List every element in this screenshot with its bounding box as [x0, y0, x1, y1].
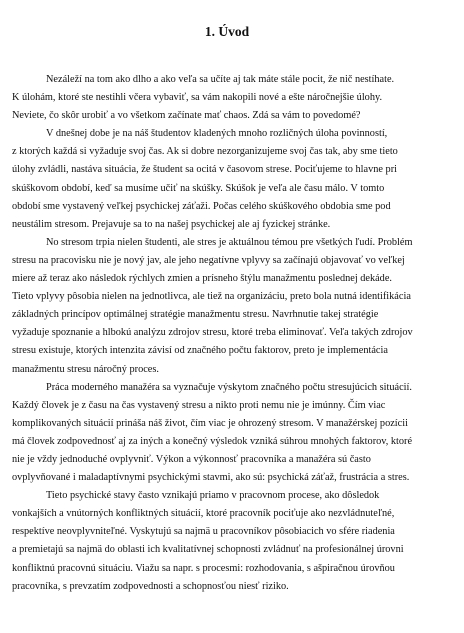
- text-line: stresu existuje, ktorých intenzita závisí od značného počtu faktorov, preto je implementácia: [12, 345, 388, 357]
- paragraph: [12, 71, 442, 125]
- text-line: No stresom trpia nielen študenti, ale stres je aktuálnou témou pre všetkých ľudí. Problém: [46, 236, 413, 248]
- text-line: Nezáleží na tom ako dlho a ako veľa sa učíte aj tak máte stále pocit, že nič nestíhate.: [46, 74, 395, 85]
- text-line: K úlohám, ktoré ste nestihli včera vybaviť, sa vám nakopili nové a ešte náročnejšie úlohy.: [12, 92, 383, 104]
- text-line: Práca moderného manažéra sa vyznačuje výskytom značného počtu stresujúcich situácií.: [46, 381, 412, 393]
- text-line: neustálim stresom. Prejavuje sa to na našej psychickej ale aj fyzickej stránke.: [12, 218, 331, 230]
- text-line: má človek zodpovednosť aj za iných a konečný výsledok vzniká súhrou mnohých faktorov, ktoré: [12, 435, 413, 447]
- paragraph: [12, 234, 442, 379]
- text-line: Tieto psychické stavy často vznikajú priamo v pracovnom procese, ako dôsledok: [46, 490, 380, 502]
- text-line: úlohy zvládli, nastáva situácia, že študent sa ocitá v časovom strese. Pociťujeme to hlavne pri: [12, 164, 397, 176]
- paragraph: [12, 125, 442, 234]
- text-line: vonkajších a vnútorných konfliktných situácií, ktoré pracovník pociťuje ako nezvládnuteľné,: [12, 508, 395, 520]
- text-line: stresu na pracovisku nie je nový jav, ale jeho negatívne vplyvy sa začínajú objavovať vo veľkej: [12, 254, 405, 266]
- text-line: Neviete, čo skôr urobiť a vo všetkom začínate mať chaos. Zdá sa vám to povedomé?: [12, 110, 361, 122]
- text-line: nie je vždy jednoduché ovplyvniť. Výkon a výkonnosť pracovníka a manažéra sú často: [12, 453, 371, 465]
- text-line: období sme vystavený veľkej psychickej záťaži. Počas celého skúškového obdobia sme pod: [12, 200, 391, 212]
- text-line: pracovníka, s prevzatím zodpovednosti a schopnosťou niesť riziko.: [12, 580, 289, 592]
- paragraph: [12, 379, 442, 488]
- section-heading: 1. Úvod: [204, 24, 250, 39]
- paragraph: [12, 487, 442, 596]
- text-line: konfliktnú pracovnú situáciu. Viažu sa napr. s procesmi: rozhodovania, s ašpiračnou úrovňou: [12, 562, 395, 574]
- text-line: Každý človek je z času na čas vystavený stresu a nikto proti nemu nie je imúnny. Čím viac: [12, 399, 386, 411]
- text-line: a premietajú sa najmä do oblasti ich kvalitatívnej schopnosti zvládnuť na profesionálnej úrovni: [12, 544, 404, 556]
- text-line: miere až teraz ako následok rýchlych zmien a prísneho štýlu manažmentu poslednej dekáde.: [12, 273, 392, 285]
- text-line: V dnešnej dobe je na náš študentov kladených mnoho rozličných úloha povinností,: [46, 128, 388, 140]
- text-line: skúškovom období, keď sa musíme učiť na skúšky. Skúšok je veľa ale času málo. V tomto: [12, 182, 385, 194]
- text-line: z ktorých každá si vyžaduje svoj čas. Ak si dobre nezorganizujeme svoj čas tak, aby sme tieto: [12, 146, 398, 158]
- text-line: Tieto vplyvy pôsobia nielen na jednotlivca, ale tiež na organizáciu, preto bola nutná identifikácia: [12, 291, 411, 303]
- text-line: respektíve neovplyvniteľné. Vyskytujú sa najmä u pracovníkov pôsobiacich vo sfére riadenia: [12, 526, 395, 538]
- document-body: [12, 71, 442, 596]
- text-line: komplikovaných situácií prináša náš život, čím viac je ohrozený stresom. V manažérskej pozícii: [12, 417, 408, 429]
- text-line: ovplyvňované i maladaptívnymi psychickými stavmi, ako sú: psychická záťaž, frustrácia a stres.: [12, 472, 410, 484]
- text-line: manažmentu stresu náročný proces.: [12, 363, 159, 375]
- text-line: vyžaduje spoznanie a hlbokú analýzu zdrojov stresu, ktoré treba eliminovať. Veľa takých zdrojov: [12, 327, 413, 339]
- text-line: základných princípov optimálnej stratégie manažmentu stresu. Navrhnutie takej stratégie: [12, 309, 379, 321]
